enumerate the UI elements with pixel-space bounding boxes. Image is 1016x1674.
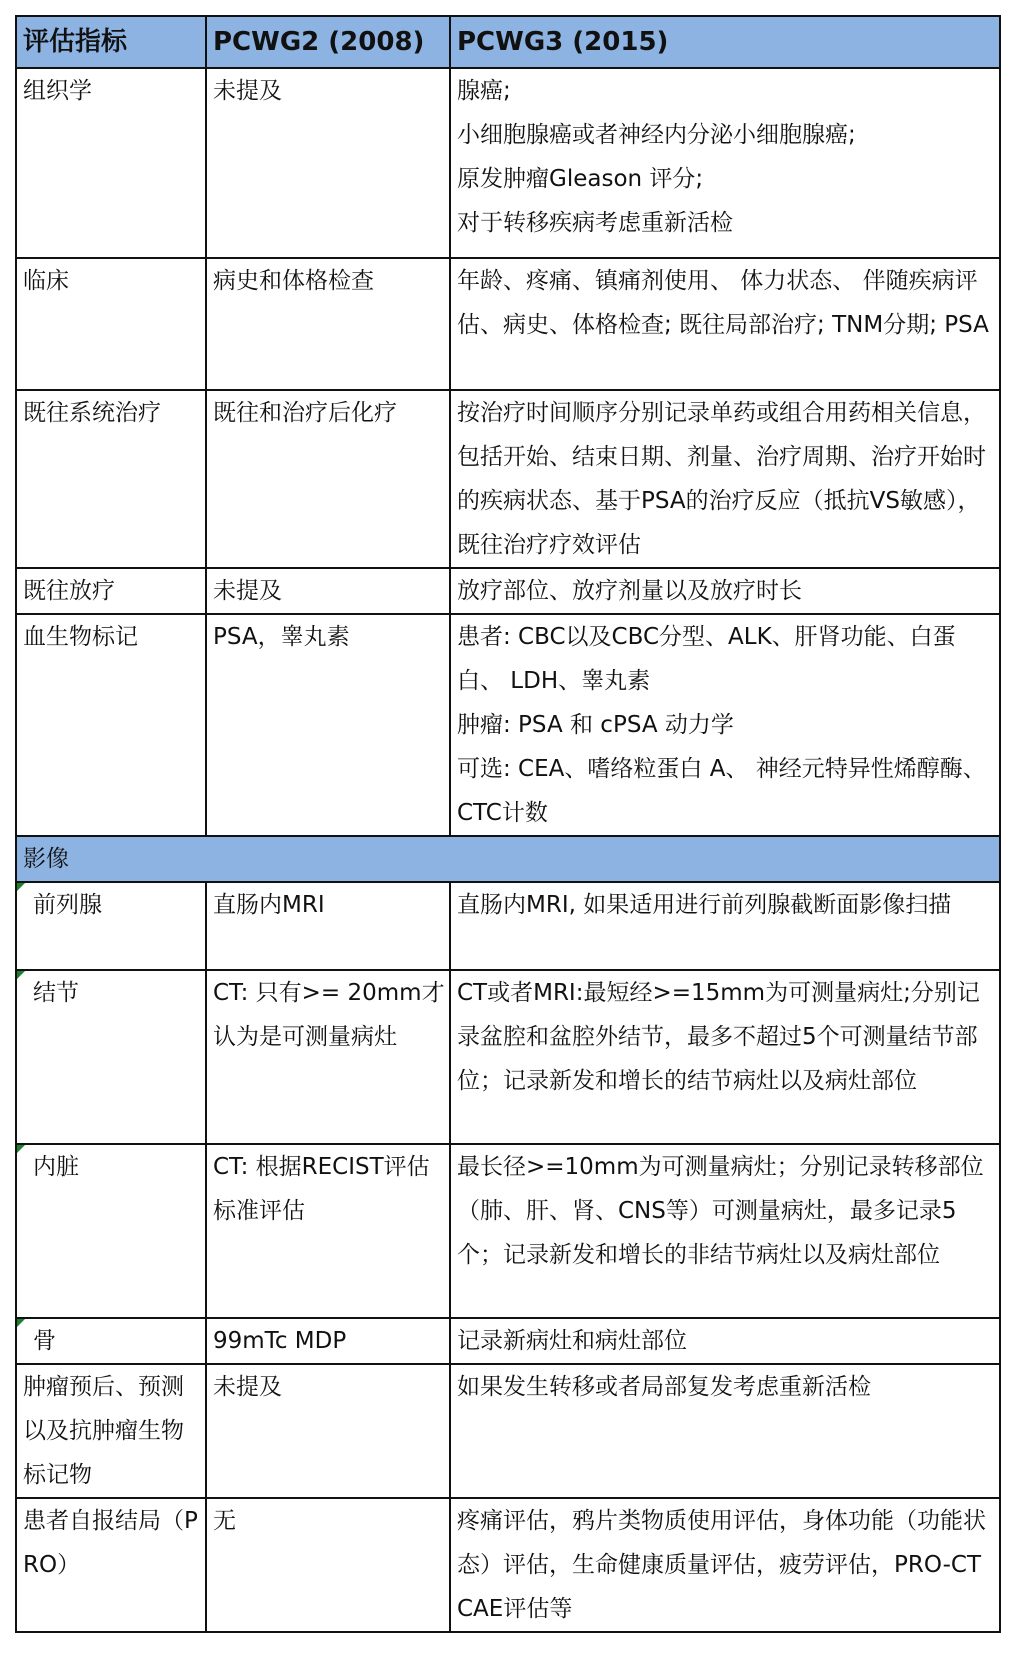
table-row (16, 390, 1000, 568)
section-label: 影像 (16, 836, 1000, 882)
row-pcwg2 (206, 68, 450, 258)
table-row (16, 614, 1000, 836)
row-pcwg3: CT或者MRI:最短经>=15mm为可测量病灶;分别记录盆腔和盆腔外结节，最多不超过5个可测量结节部位；记录新发和增长的结节病灶以及病灶部位 (450, 970, 1000, 1144)
row-pcwg3: 如果发生转移或者局部复发考虑重新活检 (450, 1364, 1000, 1498)
row-indicator (16, 1318, 206, 1364)
row-pcwg2: CT: 根据RECIST评估标准评估 (206, 1144, 450, 1318)
row-pcwg3: 放疗部位、放疗剂量以及放疗时长 (450, 568, 1000, 614)
table-header-row (16, 16, 1000, 68)
row-pcwg3: 记录新病灶和病灶部位 (450, 1318, 1000, 1364)
row-indicator (16, 970, 206, 1144)
table-row (16, 882, 1000, 970)
header-indicator: 评估指标 (16, 16, 206, 68)
row-pcwg2: CT: 只有>= 20mm才认为是可测量病灶 (206, 970, 450, 1144)
row-indicator: 临床 (16, 258, 206, 390)
cell-line: 小细胞腺癌或者神经内分泌小细胞腺癌; (457, 122, 856, 148)
comment-marker-icon (17, 1319, 25, 1327)
row-indicator: 血生物标记 (16, 614, 206, 836)
row-pcwg2: 病史和体格检查 (206, 258, 450, 390)
comparison-table (15, 15, 1001, 1633)
row-pcwg3: 最长径>=10mm为可测量病灶；分别记录转移部位（肺、肝、肾、CNS等）可测量病灶，最多记录5个；记录新发和增长的非结节病灶以及病灶部位 (450, 1144, 1000, 1318)
indicator-label: 前列腺 (33, 892, 102, 918)
row-indicator: 既往系统治疗 (16, 390, 206, 568)
row-pcwg3: 年龄、疼痛、镇痛剂使用、 体力状态、 伴随疾病评估、病史、体格检查; 既往局部治疗; TNM分期; PSA (450, 258, 1000, 390)
comment-marker-icon (17, 971, 25, 979)
cell-line: 原发肿瘤Gleason 评分; (457, 166, 704, 192)
indicator-label: 骨 (33, 1328, 56, 1354)
cell-line: 腺癌; (457, 78, 511, 104)
header-pcwg3: PCWG3 (2015) (450, 16, 1000, 68)
row-pcwg2: 直肠内MRI (206, 882, 450, 970)
table-row (16, 68, 1000, 258)
row-indicator: 组织学 (16, 68, 206, 258)
row-pcwg3 (450, 68, 1000, 258)
row-pcwg2: 既往和治疗后化疗 (206, 390, 450, 568)
table-row (16, 970, 1000, 1144)
section-row-imaging (16, 836, 1000, 882)
row-indicator: 患者自报结局（PRO） (16, 1498, 206, 1632)
cell-line: 可选: CEA、嗜络粒蛋白 A、 神经元特异性烯醇酶、 CTC计数 (457, 756, 986, 826)
comment-marker-icon (17, 883, 25, 891)
row-pcwg3: 直肠内MRI, 如果适用进行前列腺截断面影像扫描 (450, 882, 1000, 970)
row-indicator: 肿瘤预后、预测以及抗肿瘤生物标记物 (16, 1364, 206, 1498)
row-pcwg2: PSA，睾丸素 (206, 614, 450, 836)
row-indicator: 既往放疗 (16, 568, 206, 614)
table-row (16, 1144, 1000, 1318)
row-pcwg3: 疼痛评估，鸦片类物质使用评估，身体功能（功能状态）评估，生命健康质量评估，疲劳评估，PRO-CTCAE评估等 (450, 1498, 1000, 1632)
cell-line: 对于转移疾病考虑重新活检 (457, 210, 733, 236)
cell-line: 患者: CBC以及CBC分型、ALK、肝肾功能、白蛋白、 LDH、睾丸素 (457, 624, 956, 694)
row-pcwg3 (450, 614, 1000, 836)
table-row (16, 1364, 1000, 1498)
row-pcwg2: 未提及 (206, 1364, 450, 1498)
row-pcwg2: 99mTc MDP (206, 1318, 450, 1364)
row-indicator (16, 1144, 206, 1318)
cell-line: 肿瘤: PSA 和 cPSA 动力学 (457, 712, 734, 738)
indicator-label: 结节 (33, 980, 79, 1006)
header-pcwg2: PCWG2 (2008) (206, 16, 450, 68)
table-row (16, 258, 1000, 390)
row-pcwg2: 未提及 (206, 568, 450, 614)
row-pcwg2: 无 (206, 1498, 450, 1632)
table-row (16, 568, 1000, 614)
row-pcwg3: 按治疗时间顺序分别记录单药或组合用药相关信息，包括开始、结束日期、剂量、治疗周期、治疗开始时的疾病状态、基于PSA的治疗反应（抵抗VS敏感），既往治疗疗效评估 (450, 390, 1000, 568)
table-row (16, 1498, 1000, 1632)
table-row (16, 1318, 1000, 1364)
cell-line: 未提及 (213, 78, 282, 104)
comment-marker-icon (17, 1145, 25, 1153)
row-indicator (16, 882, 206, 970)
indicator-label: 内脏 (33, 1154, 79, 1180)
